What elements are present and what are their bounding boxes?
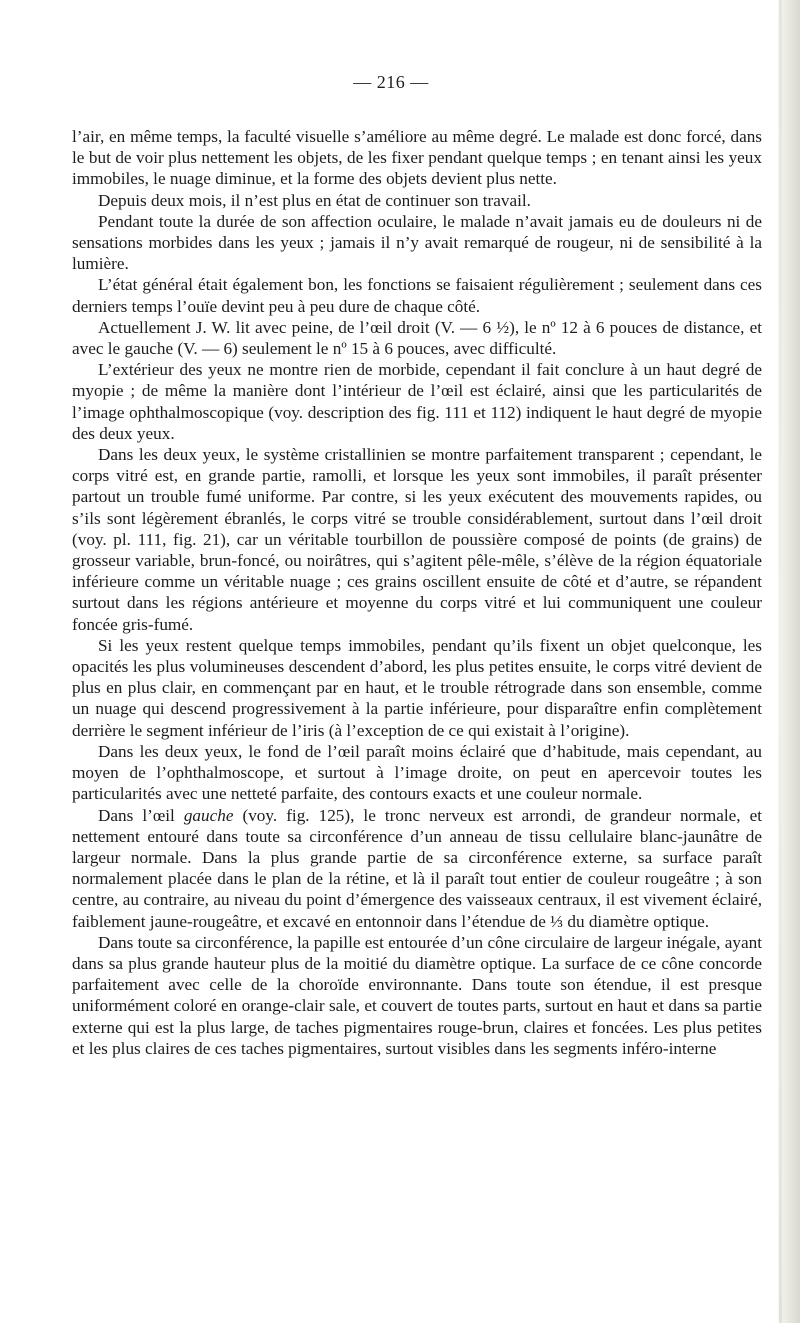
text-segment: Dans les deux yeux, le fond de l’œil paraît moins éclairé que d’habitude, mais cependant, au moyen de l’ophthalmoscope, et surtout à l’image droite, on peut en apercevoir toutes les particularités avec une netteté parfaite, des contours exacts et une couleur normale. [72, 741, 762, 804]
italic-text: gauche [183, 805, 234, 825]
paragraph-p10 [72, 805, 762, 932]
text-segment: L’état général était également bon, les fonctions se faisaient régulièrement ; seulement dans ces derniers temps l’ouïe devint peu à peu dure de chaque côté. [72, 275, 762, 316]
body-text [72, 126, 762, 1059]
paragraph-p7 [72, 444, 762, 635]
paragraph-p5 [72, 317, 762, 359]
text-segment: Pendant toute la durée de son affection oculaire, le malade n’avait jamais eu de douleurs ni de sensations morbides dans les yeux ; jamais il n’y avait remarqué de rougeur, ni de sensibilité à la lumière. [72, 211, 762, 274]
paragraph-p3 [72, 211, 762, 275]
paragraph-p4 [72, 274, 762, 316]
text-segment: Actuellement J. W. lit avec peine, de l’œil droit (V. — 6 ½), le nº 12 à 6 pouces de distance, et avec le gauche (V. — 6) seulement le nº 15 à 6 pouces, avec difficulté. [72, 317, 762, 359]
paragraph-p9 [72, 741, 762, 805]
text-segment: L’extérieur des yeux ne montre rien de morbide, cependant il fait conclure à un haut degré de myopie ; de même la manière dont l’intérieur de l’œil est éclairé, ainsi que les particularités de l’image ophthalmoscopique (voy. description des fig. 111 et 112) indiquent le haut degré de myopie des deux yeux. [72, 360, 762, 443]
paragraph-p1 [72, 126, 762, 190]
text-segment: Si les yeux restent quelque temps immobiles, pendant qu’ils fixent un objet quelconque, les opacités les plus volumineuses descendent d’abord, les plus petites ensuite, le corps vitré devient de plus en plus clair, en commençant par en haut, et le trouble rétrograde dans son ensemble, comme un nuage qui descend progressivement à la partie inférieure, pour disparaître enfin complètement derrière le segment inférieur de l’iris (à l’exception de ce qui existait à l’origine). [72, 635, 762, 740]
text-segment: (voy. fig. 125), le tronc nerveux est arrondi, de grandeur normale, et nettement entouré dans toute sa circonférence d’un anneau de tissu cellulaire blanc-jaunâtre de largeur normale. Dans la plus grande partie de sa circonférence externe, sa surface paraît normalement placée dans le plan de la rétine, et là il paraît tout entier de couleur rougeâtre ; à son centre, au contraire, au niveau du point d’émergence des vaisseaux centraux, il est vivement éclairé, faiblement jaune-rougeâtre, et excavé en entonnoir dans l’étendue de ⅓ du diamètre optique. [72, 805, 762, 931]
text-segment: Dans toute sa circonférence, la papille est entourée d’un cône circulaire de largeur inégale, ayant dans sa plus grande hauteur plus de la moitié du diamètre optique. La surface de ce cône concorde parfaitement avec celle de la choroïde environnante. Dans toute son étendue, il est presque uniformément coloré en orange-clair sale, et couvert de toutes parts, surtout en haut et dans sa partie externe qui est la plus large, de taches pigmentaires rouge-brun, claires et foncées. Les plus petites et les plus claires de ces taches pigmentaires, surtout visibles dans les segments inféro-interne [72, 932, 762, 1058]
text-segment: Dans les deux yeux, le système cristallinien se montre parfaitement transparent ; cependant, le corps vitré est, en grande partie, ramolli, et lorsque les yeux sont immobiles, il paraît présenter partout un trouble fumé uniforme. Par contre, si les yeux exécutent des mouvements rapides, ou s’ils sont légèrement ébranlés, le corps vitré se trouble considérablement, surtout dans l’œil droit (voy. pl. 111, fig. 21), car un véritable tourbillon de poussière composé de points (de grains) de grosseur variable, brun-foncé, ou noirâtres, qui s’agitent pêle-mêle, s’élève de la région équatoriale inférieure comme un véritable nuage ; ces grains oscillent ensuite de côté et d’autre, se répandent surtout dans les régions antérieure et moyenne du corps vitré et lui communiquent une couleur foncée gris-fumé. [72, 445, 762, 634]
page-edge-line [779, 0, 782, 1323]
paragraph-p6 [72, 359, 762, 444]
text-segment: Dans l’œil [98, 805, 184, 825]
text-segment: Depuis deux mois, il n’est plus en état de continuer son travail. [98, 190, 531, 210]
paragraph-p8 [72, 635, 762, 741]
text-segment: l’air, en même temps, la faculté visuelle s’améliore au même degré. Le malade est donc forcé, dans le but de voir plus nettement les objets, de les fixer pendant quelque temps ; en tenant ainsi les yeux immobiles, le nuage diminue, et la forme des objets devient plus nette. [72, 127, 762, 189]
paragraph-p2 [72, 190, 762, 211]
page-number: — 216 — [353, 72, 429, 92]
paragraph-p11 [72, 932, 762, 1059]
